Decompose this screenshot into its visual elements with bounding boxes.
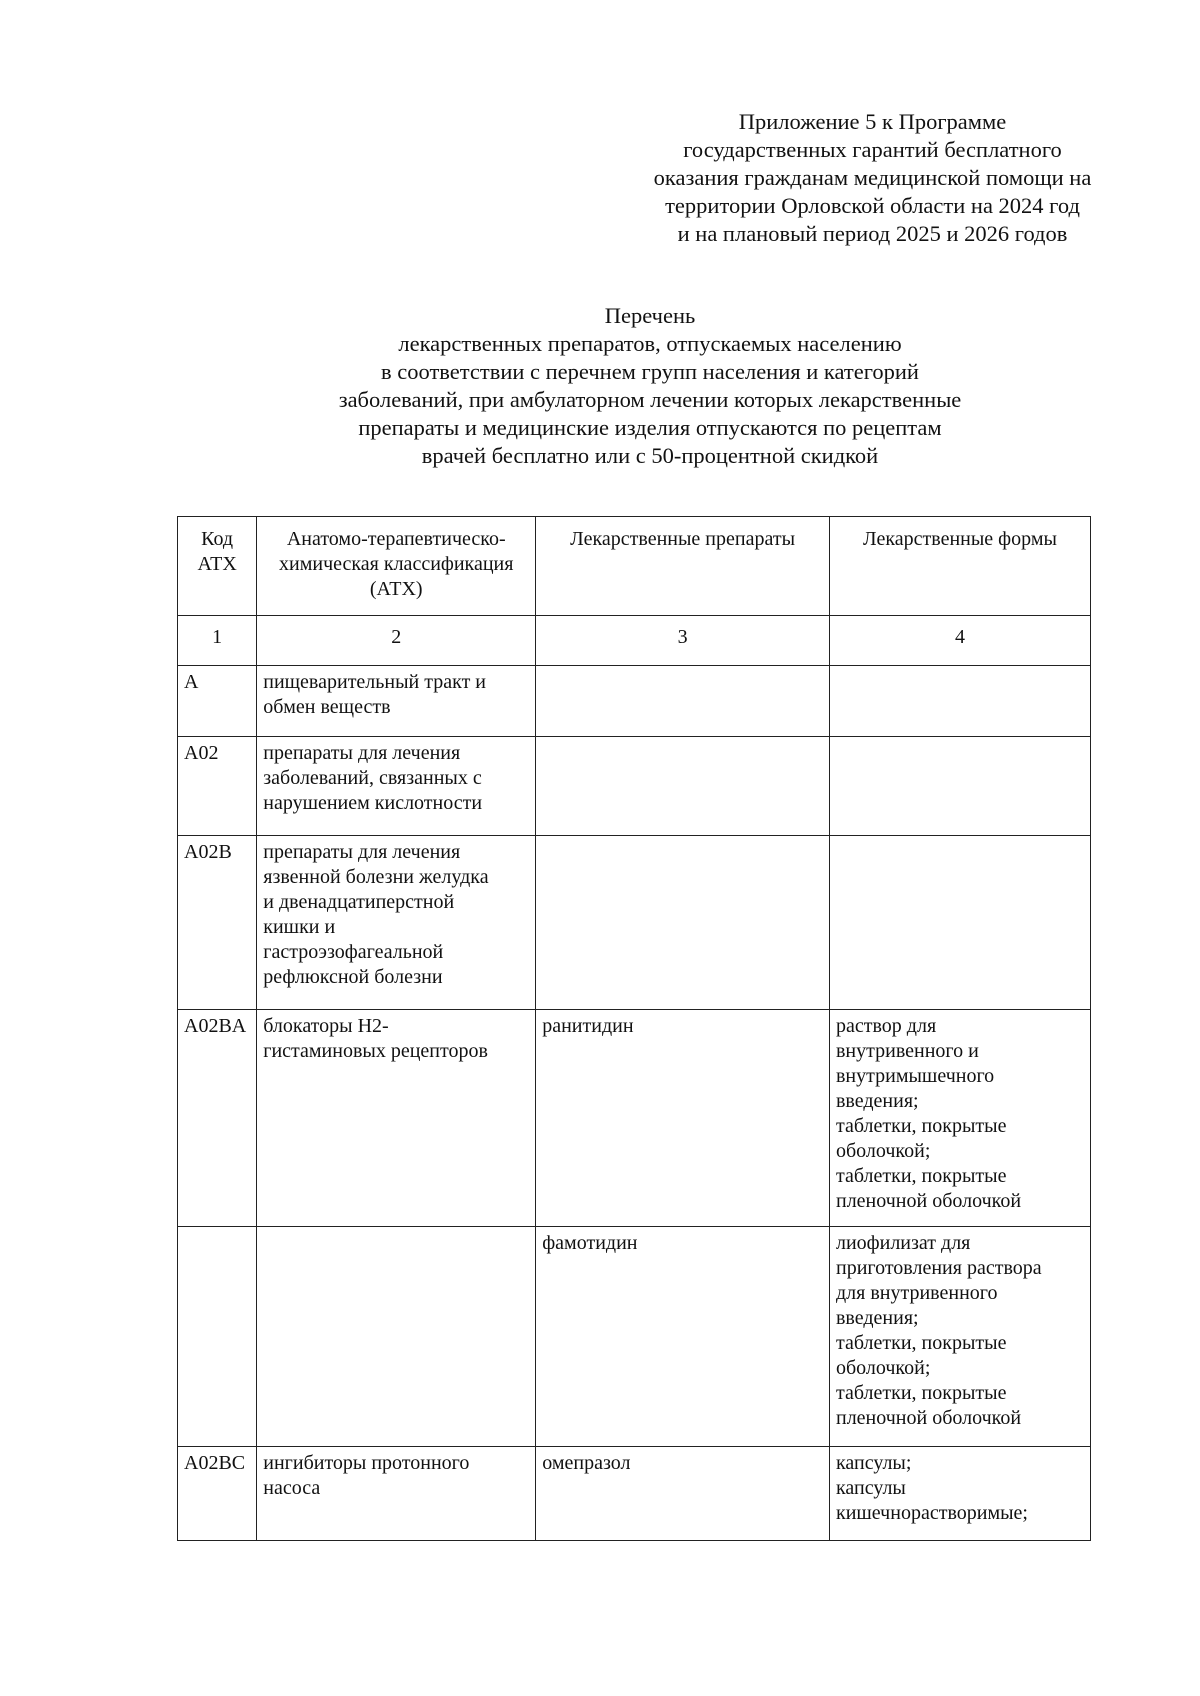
atx-classification: [257, 836, 536, 1010]
table-row: [178, 666, 1091, 737]
form-line: оболочкой;: [835, 1140, 931, 1162]
table-row: [178, 1227, 1091, 1447]
drug-name: ранитидин: [536, 1010, 830, 1227]
header-classification-line: (АТХ): [369, 578, 423, 600]
column-number: 4: [829, 616, 1090, 666]
header-classification-line: Анатомо-терапевтическо-: [286, 528, 506, 550]
drug-name: омепразол: [536, 1447, 830, 1541]
title-line: препараты и медицинские изделия отпускаются по рецептам: [358, 415, 942, 440]
header-code-line: Код: [201, 528, 234, 550]
atx-classification: [257, 666, 536, 737]
table-row: [178, 737, 1091, 836]
classification-line: заболеваний, связанных с: [263, 767, 482, 789]
classification-line: нарушением кислотности: [263, 792, 483, 814]
atx-code: A02BA: [178, 1010, 257, 1227]
atx-code: [178, 1227, 257, 1447]
form-line: оболочкой;: [835, 1357, 931, 1379]
classification-line: препараты для лечения: [263, 841, 461, 863]
atx-code: А: [178, 666, 257, 737]
form-line: для внутривенного: [835, 1282, 998, 1304]
drug-name: фамотидин: [536, 1227, 830, 1447]
column-number-row: [178, 616, 1091, 666]
title-line: врачей бесплатно или с 50-процентной скидкой: [421, 443, 879, 468]
drug-forms: [829, 1227, 1090, 1447]
document-title: [200, 302, 1100, 470]
classification-line: кишки и: [263, 916, 336, 938]
form-line: таблетки, покрытые: [835, 1115, 1007, 1137]
header-classification: [257, 517, 536, 616]
form-line: пленочной оболочкой: [835, 1407, 1022, 1429]
appendix-line: государственных гарантий бесплатного: [683, 137, 1062, 162]
atx-code: A02BC: [178, 1447, 257, 1541]
table-header-row: [178, 517, 1091, 616]
form-line: лиофилизат для: [835, 1232, 971, 1254]
header-forms: Лекарственные формы: [829, 517, 1090, 616]
atx-classification: [257, 737, 536, 836]
column-number: 3: [536, 616, 830, 666]
classification-line: обмен веществ: [263, 696, 391, 718]
form-line: внутримышечного: [835, 1065, 995, 1087]
table-row: [178, 1447, 1091, 1541]
form-line: введения;: [835, 1090, 919, 1112]
classification-line: и двенадцатиперстной: [263, 891, 455, 913]
form-line: таблетки, покрытые: [835, 1165, 1007, 1187]
atx-code: A02: [178, 737, 257, 836]
form-line: пленочной оболочкой: [835, 1190, 1022, 1212]
table-row: [178, 1010, 1091, 1227]
title-line: лекарственных препаратов, отпускаемых населению: [398, 331, 902, 356]
atx-classification: [257, 1010, 536, 1227]
title-line: заболеваний, при амбулаторном лечении которых лекарственные: [338, 387, 962, 412]
atx-classification: [257, 1227, 536, 1447]
drug-forms: [829, 737, 1090, 836]
appendix-line: и на плановый период 2025 и 2026 годов: [677, 221, 1068, 246]
classification-line: язвенной болезни желудка: [263, 866, 489, 888]
classification-line: ингибиторы протонного: [263, 1452, 470, 1474]
drug-name: [536, 836, 830, 1010]
drug-list-table: [177, 516, 1091, 1541]
drug-forms: [829, 1010, 1090, 1227]
classification-line: насоса: [263, 1477, 321, 1499]
table-row: [178, 836, 1091, 1010]
header-classification-line: химическая классификация: [279, 553, 514, 575]
appendix-heading: [615, 108, 1130, 248]
header-code-line: АТХ: [197, 553, 237, 575]
column-number: 2: [257, 616, 536, 666]
form-line: капсулы: [835, 1477, 906, 1499]
form-line: таблетки, покрытые: [835, 1332, 1007, 1354]
atx-classification: [257, 1447, 536, 1541]
form-line: таблетки, покрытые: [835, 1382, 1007, 1404]
atx-code: A02B: [178, 836, 257, 1010]
form-line: капсулы;: [835, 1452, 912, 1474]
classification-line: пищеварительный тракт и: [263, 671, 487, 693]
classification-line: рефлюксной болезни: [263, 966, 443, 988]
classification-line: препараты для лечения: [263, 742, 461, 764]
column-number: 1: [178, 616, 257, 666]
appendix-line: оказания гражданам медицинской помощи на: [653, 165, 1092, 190]
drug-forms: [829, 836, 1090, 1010]
form-line: введения;: [835, 1307, 919, 1329]
form-line: раствор для: [835, 1015, 937, 1037]
header-code: [178, 517, 257, 616]
classification-line: блокаторы H2-: [263, 1015, 389, 1037]
form-line: приготовления раствора: [835, 1257, 1042, 1279]
title-line: Перечень: [604, 303, 696, 328]
form-line: кишечнорастворимые;: [835, 1502, 1028, 1524]
form-line: внутривенного и: [835, 1040, 979, 1062]
drug-forms: [829, 666, 1090, 737]
classification-line: гистаминовых рецепторов: [263, 1040, 488, 1062]
drug-forms: [829, 1447, 1090, 1541]
classification-line: гастроэзофагеальной: [263, 941, 444, 963]
header-drugs: Лекарственные препараты: [536, 517, 830, 616]
appendix-line: территории Орловской области на 2024 год: [665, 193, 1080, 218]
title-line: в соответствии с перечнем групп населения и категорий: [381, 359, 919, 384]
drug-name: [536, 737, 830, 836]
appendix-line: Приложение 5 к Программе: [738, 109, 1007, 134]
drug-name: [536, 666, 830, 737]
